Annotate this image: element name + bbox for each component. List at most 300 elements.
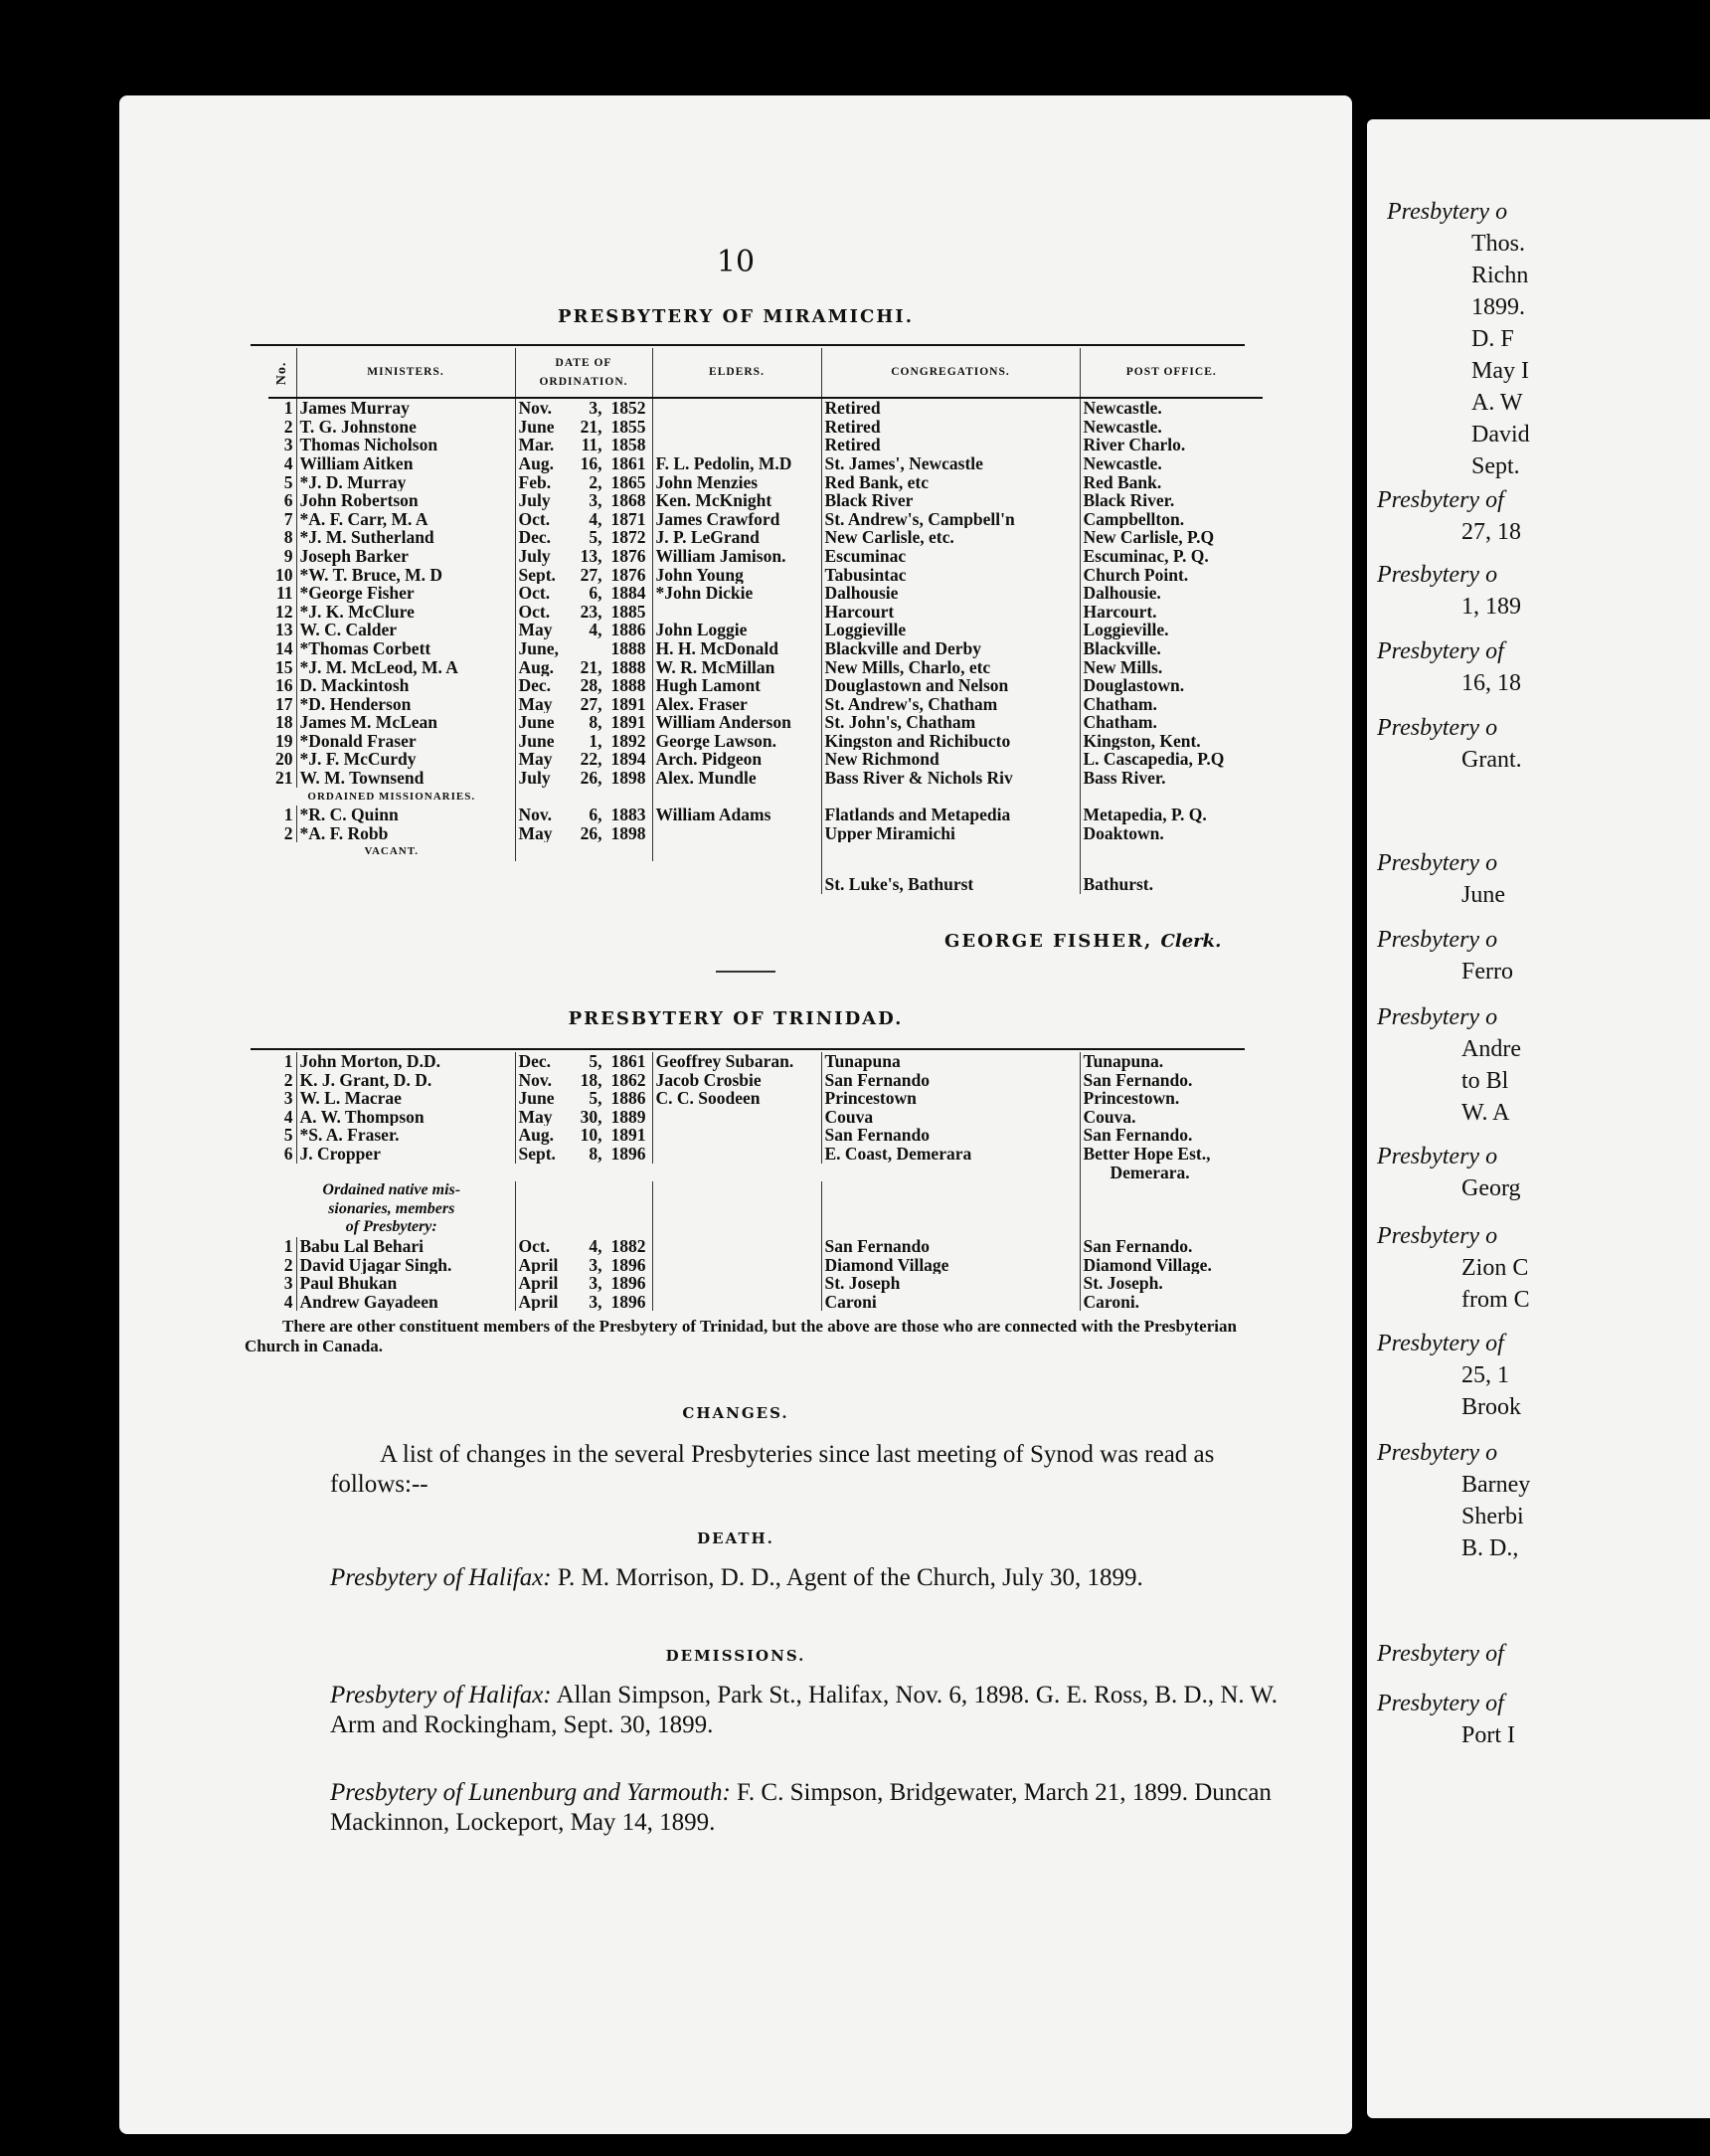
- demission-2-presbytery: Presbytery of Lunenburg and Yarmouth:: [330, 1779, 731, 1806]
- row-number: 19: [275, 731, 293, 751]
- ordained-missionaries-label-row: [268, 788, 1263, 807]
- elder-name: James Crawford: [652, 510, 821, 529]
- table-row: [268, 1126, 1263, 1145]
- date-year: 1888: [610, 676, 646, 695]
- col-header-no: No.: [268, 348, 296, 398]
- post-office: Blackville.: [1080, 639, 1263, 658]
- elder-name: Alex. Fraser: [652, 695, 821, 714]
- ordination-date: [515, 1293, 652, 1312]
- minister-name: K. J. Grant, D. D.: [296, 1071, 515, 1090]
- date-month: Nov.: [518, 398, 553, 418]
- ordination-date: [515, 603, 652, 622]
- right-page-line: Grant.: [1461, 747, 1522, 773]
- ordination-date: [515, 491, 652, 510]
- congregation: Retired: [821, 398, 1080, 418]
- date-month: Oct.: [518, 584, 551, 603]
- date-year: 1861: [610, 1052, 646, 1071]
- ordination-date: [515, 750, 652, 769]
- post-office: River Charlo.: [1080, 436, 1263, 454]
- elder-name: W. R. McMillan: [652, 658, 821, 677]
- post-office: Black River.: [1080, 491, 1263, 510]
- row-number: 2: [283, 1255, 293, 1275]
- row-number: 1: [283, 1236, 293, 1256]
- elder-name: *John Dickie: [652, 584, 821, 603]
- post-office: San Fernando.: [1080, 1071, 1263, 1090]
- date-year: 1861: [610, 453, 646, 473]
- right-page-line: 1, 189: [1461, 594, 1521, 620]
- blank-cell: [515, 842, 652, 861]
- date-year: 1891: [610, 1126, 646, 1145]
- post-office: San Fernando.: [1080, 1126, 1263, 1145]
- congregation: St. Andrew's, Chatham: [821, 695, 1080, 714]
- table-row: [268, 1145, 1263, 1164]
- right-page-line: 1899.: [1471, 294, 1525, 320]
- elder-name: Alex. Mundle: [652, 769, 821, 788]
- congregation: New Mills, Charlo, etc: [821, 658, 1080, 677]
- col-header-post-office: POST OFFICE.: [1125, 366, 1217, 379]
- right-page-line: Richn: [1471, 263, 1529, 288]
- date-day: 3,: [589, 1274, 602, 1293]
- row-number: 6: [283, 491, 293, 510]
- date-day: 27,: [580, 694, 602, 714]
- elder-name: [652, 824, 821, 843]
- post-office: Douglastown.: [1080, 676, 1263, 695]
- col-header-elders: ELDERS.: [652, 348, 821, 398]
- minister-name: Babu Lal Behari: [296, 1237, 515, 1256]
- minister-name: *W. T. Bruce, M. D: [296, 566, 515, 585]
- date-day: 3,: [589, 491, 602, 510]
- right-page-line: to Bl: [1461, 1068, 1509, 1094]
- row-number: 12: [275, 602, 293, 622]
- date-day: 6,: [589, 806, 602, 824]
- post-office: St. Joseph.: [1080, 1274, 1263, 1293]
- right-page-line: June: [1461, 882, 1505, 908]
- elder-name: John Young: [652, 566, 821, 585]
- ordination-date: [515, 398, 652, 418]
- table-row: [268, 1052, 1263, 1071]
- ordination-date: [515, 1256, 652, 1275]
- ordination-date: [515, 510, 652, 529]
- right-page-line: Ferro: [1461, 959, 1513, 985]
- ordination-date: [515, 473, 652, 492]
- minister-name: W. L. Macrae: [296, 1089, 515, 1108]
- native-missionaries-label-row: [268, 1218, 1263, 1237]
- congregation: San Fernando: [821, 1071, 1080, 1090]
- row-number: 20: [275, 750, 293, 770]
- congregation: Retired: [821, 436, 1080, 454]
- ordained-missionaries-label: ORDAINED MISSIONARIES.: [307, 790, 476, 803]
- date-day: 28,: [580, 676, 602, 695]
- date-year: 1896: [610, 1274, 646, 1293]
- date-month: April: [518, 1292, 559, 1312]
- ordination-date: [515, 824, 652, 843]
- elder-name: Geoffrey Subaran.: [652, 1052, 821, 1071]
- congregation: San Fernando: [821, 1126, 1080, 1145]
- date-year: 1891: [610, 713, 646, 732]
- congregation: New Carlisle, etc.: [821, 528, 1080, 547]
- changes-intro: A list of changes in the several Presbyteries since last meeting of Synod was read as follows:--: [330, 1441, 1215, 1498]
- row-number: 9: [283, 546, 293, 566]
- row-number: 15: [275, 657, 293, 677]
- native-missionaries-label-row: [268, 1200, 1263, 1219]
- table-row: [268, 861, 1263, 894]
- elder-name: Jacob Crosbie: [652, 1071, 821, 1090]
- post-office: Escuminac, P. Q.: [1080, 547, 1263, 566]
- blank-cell: [515, 1218, 652, 1237]
- date-month: Aug.: [518, 453, 554, 473]
- row-number: 5: [283, 1126, 293, 1145]
- date-year: 1888: [610, 657, 646, 677]
- minister-name: W. M. Townsend: [296, 769, 515, 788]
- congregation: San Fernando: [821, 1237, 1080, 1256]
- right-page-line: Presbytery of: [1377, 1641, 1504, 1667]
- right-page-line: Presbytery o: [1377, 1144, 1498, 1169]
- date-month: Mar.: [518, 436, 555, 454]
- congregation: Black River: [821, 491, 1080, 510]
- table-row: [268, 1071, 1263, 1090]
- date-day: 21,: [580, 657, 602, 677]
- post-office: Dalhousie.: [1080, 584, 1263, 603]
- post-office: L. Cascapedia, P.Q: [1080, 750, 1263, 769]
- date-month: June,: [518, 638, 559, 658]
- blank-cell: [268, 1164, 1080, 1182]
- congregation: Blackville and Derby: [821, 639, 1080, 658]
- table-row: [268, 547, 1263, 566]
- minister-name: *Thomas Corbett: [296, 639, 515, 658]
- right-page: [1367, 119, 1710, 2118]
- elder-name: Hugh Lamont: [652, 676, 821, 695]
- miramichi-heading: PRESBYTERY OF MIRAMICHI.: [558, 306, 914, 327]
- date-year: 1876: [610, 565, 646, 585]
- table-row: [268, 769, 1263, 788]
- congregation: Red Bank, etc: [821, 473, 1080, 492]
- date-month: July: [518, 491, 551, 510]
- row-number: 3: [283, 1089, 293, 1108]
- date-day: 26,: [580, 769, 602, 788]
- ordination-date: [515, 584, 652, 603]
- elder-name: [652, 1274, 821, 1293]
- minister-name: *D. Henderson: [296, 695, 515, 714]
- date-day: 4,: [589, 1236, 602, 1256]
- right-page-line: Presbytery of: [1377, 638, 1504, 664]
- right-page-line: from C: [1461, 1287, 1530, 1313]
- date-month: May: [518, 823, 553, 843]
- ordination-date: [515, 769, 652, 788]
- post-office: Loggieville.: [1080, 621, 1263, 639]
- date-year: 1898: [610, 823, 646, 843]
- table-row: [268, 658, 1263, 677]
- minister-name: *Donald Fraser: [296, 732, 515, 751]
- miramichi-table: [268, 348, 1263, 894]
- ordination-date: [515, 1126, 652, 1145]
- right-page-line: Presbytery o: [1377, 1004, 1498, 1030]
- row-number: 7: [283, 509, 293, 529]
- right-page-line: Port I: [1461, 1722, 1515, 1748]
- table-row: [268, 584, 1263, 603]
- congregation: Harcourt: [821, 603, 1080, 622]
- blank-cell: [515, 1200, 652, 1219]
- elder-name: John Loggie: [652, 621, 821, 639]
- date-month: June: [518, 731, 555, 751]
- ordination-date: [515, 528, 652, 547]
- post-office: Chatham.: [1080, 713, 1263, 732]
- date-year: 1896: [610, 1255, 646, 1275]
- minister-name: *J. M. Sutherland: [296, 528, 515, 547]
- post-office: Bathurst.: [1080, 861, 1263, 894]
- right-page-line: Andre: [1461, 1036, 1521, 1062]
- elder-name: John Menzies: [652, 473, 821, 492]
- ordination-date: [515, 621, 652, 639]
- date-month: April: [518, 1255, 559, 1275]
- right-page-line: Presbytery o: [1377, 927, 1498, 953]
- table-row: [268, 732, 1263, 751]
- date-day: 22,: [580, 750, 602, 770]
- date-year: 1868: [610, 491, 646, 510]
- row-number: 17: [275, 694, 293, 714]
- date-day: 4,: [589, 509, 602, 529]
- elder-name: [652, 1237, 821, 1256]
- native-missionaries-label: sionaries, members: [328, 1199, 455, 1217]
- minister-name: David Ujagar Singh.: [296, 1256, 515, 1275]
- date-day: 1,: [589, 731, 602, 751]
- right-page-line: Presbytery of: [1377, 487, 1504, 513]
- date-day: 5,: [589, 1052, 602, 1071]
- post-office: Princestown.: [1080, 1089, 1263, 1108]
- date-year: 1882: [610, 1236, 646, 1256]
- post-office: Metapedia, P. Q.: [1080, 806, 1263, 824]
- ordination-date: [515, 639, 652, 658]
- date-month: Feb.: [518, 472, 552, 492]
- elder-name: C. C. Soodeen: [652, 1089, 821, 1108]
- right-page-line: Thos.: [1471, 231, 1525, 257]
- date-month: July: [518, 546, 551, 566]
- death-text: P. M. Morrison, D. D., Agent of the Church, July 30, 1899.: [557, 1564, 1143, 1591]
- table-row: [268, 418, 1263, 437]
- table-row: [268, 621, 1263, 639]
- minister-name: William Aitken: [296, 454, 515, 473]
- minister-name: D. Mackintosh: [296, 676, 515, 695]
- post-office: Better Hope Est.,: [1080, 1145, 1263, 1164]
- row-number: 10: [275, 565, 293, 585]
- right-page-line: Brook: [1461, 1394, 1521, 1420]
- blank-cell: [1080, 1181, 1263, 1200]
- right-page-line: Presbytery o: [1387, 199, 1508, 225]
- date-day: 3,: [589, 1292, 602, 1312]
- native-missionaries-label: of Presbytery:: [345, 1218, 437, 1236]
- post-office: Couva.: [1080, 1108, 1263, 1127]
- date-day: 6,: [589, 584, 602, 603]
- row-number: 3: [283, 436, 293, 454]
- blank-cell: [652, 1200, 821, 1219]
- elder-name: [652, 1126, 821, 1145]
- blank-cell: [268, 861, 821, 894]
- table-row: [268, 639, 1263, 658]
- vacant-label: VACANT.: [364, 845, 420, 858]
- elder-name: [652, 1145, 821, 1164]
- date-day: 23,: [580, 602, 602, 622]
- right-page-line: 16, 18: [1461, 670, 1521, 696]
- demissions-heading: DEMISSIONS.: [665, 1647, 806, 1665]
- trinidad-note: There are other constituent members of the Presbytery of Trinidad, but the above are those who are connected with the Presbyterian Church in Canada.: [245, 1317, 1237, 1355]
- row-number: 5: [283, 472, 293, 492]
- clerk-name: GEORGE FISHER,: [944, 931, 1153, 952]
- date-year: 1852: [610, 398, 646, 418]
- date-year: 1876: [610, 546, 646, 566]
- blank-cell: [821, 1181, 1080, 1200]
- blank-cell: [821, 1200, 1080, 1219]
- elder-name: [652, 1293, 821, 1312]
- row-number: 3: [283, 1274, 293, 1293]
- row-number: 2: [283, 417, 293, 437]
- blank-cell: [821, 1218, 1080, 1237]
- minister-name: Thomas Nicholson: [296, 436, 515, 454]
- right-page-line: Zion C: [1461, 1255, 1529, 1281]
- date-month: May: [518, 694, 553, 714]
- table-row: [268, 491, 1263, 510]
- row-number: 2: [283, 1070, 293, 1090]
- date-year: 1894: [610, 750, 646, 770]
- left-page: [119, 95, 1352, 2134]
- post-office: Campbellton.: [1080, 510, 1263, 529]
- date-day: 3,: [589, 398, 602, 418]
- congregation: Loggieville: [821, 621, 1080, 639]
- blank-cell: [1080, 1218, 1263, 1237]
- blank-cell: [821, 842, 1080, 861]
- table-row: [268, 510, 1263, 529]
- demission-2-text: F. C. Simpson, Bridgewater, March 21, 1899. Duncan Mackinnon, Lockeport, May 14, 1899.: [330, 1779, 1272, 1836]
- right-page-line: Sherbi: [1461, 1504, 1524, 1529]
- elder-name: [652, 1108, 821, 1127]
- minister-name: James Murray: [296, 398, 515, 418]
- minister-name: James M. McLean: [296, 713, 515, 732]
- elder-name: F. L. Pedolin, M.D: [652, 454, 821, 473]
- congregation: Dalhousie: [821, 584, 1080, 603]
- date-year: 1896: [610, 1292, 646, 1312]
- table-row: [268, 806, 1263, 824]
- elder-name: Ken. McKnight: [652, 491, 821, 510]
- minister-name: J. Cropper: [296, 1145, 515, 1164]
- ordination-date: [515, 1274, 652, 1293]
- right-page-line: Presbytery o: [1377, 1440, 1498, 1466]
- minister-name: Paul Bhukan: [296, 1274, 515, 1293]
- table-row: [268, 1237, 1263, 1256]
- date-day: 26,: [580, 823, 602, 843]
- blank-cell: [515, 788, 652, 807]
- post-office: Kingston, Kent.: [1080, 732, 1263, 751]
- date-day: 2,: [589, 472, 602, 492]
- right-page-line: B. D.,: [1461, 1535, 1519, 1561]
- date-year: 1889: [610, 1107, 646, 1127]
- post-office: Harcourt.: [1080, 603, 1263, 622]
- right-page-line: Sept.: [1471, 453, 1520, 479]
- minister-name: *A. F. Carr, M. A: [296, 510, 515, 529]
- right-page-line: Presbytery o: [1377, 1223, 1498, 1249]
- row-number: 1: [283, 806, 293, 824]
- clerk-signature: [944, 931, 1221, 952]
- table-row: [268, 1256, 1263, 1275]
- minister-name: *A. F. Robb: [296, 824, 515, 843]
- date-day: 11,: [581, 436, 602, 454]
- date-month: May: [518, 750, 553, 770]
- table-top-rule: [251, 344, 1245, 346]
- congregation: Caroni: [821, 1293, 1080, 1312]
- post-office: Tunapuna.: [1080, 1052, 1263, 1071]
- congregation: Escuminac: [821, 547, 1080, 566]
- date-day: 27,: [580, 565, 602, 585]
- col-header-date: DATE OF ORDINATION.: [515, 348, 652, 398]
- row-number: 16: [275, 676, 293, 695]
- date-day: 8,: [589, 713, 602, 732]
- congregation: Douglastown and Nelson: [821, 676, 1080, 695]
- post-office: Church Point.: [1080, 566, 1263, 585]
- date-day: 5,: [589, 1089, 602, 1108]
- table-row: [268, 603, 1263, 622]
- date-month: July: [518, 769, 551, 788]
- post-office: Caroni.: [1080, 1293, 1263, 1312]
- changes-heading: CHANGES.: [682, 1404, 789, 1422]
- date-month: May: [518, 1107, 553, 1127]
- congregation: Bass River & Nichols Riv: [821, 769, 1080, 788]
- row-number: 13: [275, 621, 293, 639]
- post-office: Red Bank.: [1080, 473, 1263, 492]
- congregation: Flatlands and Metapedia: [821, 806, 1080, 824]
- elder-name: [652, 418, 821, 437]
- right-page-line: Georg: [1461, 1175, 1521, 1201]
- ordination-date: [515, 436, 652, 454]
- table-row: [268, 824, 1263, 843]
- ordination-date: [515, 1071, 652, 1090]
- minister-name: A. W. Thompson: [296, 1108, 515, 1127]
- blank-cell: [1080, 842, 1263, 861]
- elder-name: H. H. McDonald: [652, 639, 821, 658]
- elder-name: [652, 398, 821, 418]
- minister-name: Joseph Barker: [296, 547, 515, 566]
- row-number: 14: [275, 638, 293, 658]
- native-missionaries-label: Ordained native mis-: [322, 1181, 461, 1199]
- right-page-line: Presbytery of: [1377, 1691, 1504, 1716]
- ordination-date: [515, 806, 652, 824]
- minister-name: *George Fisher: [296, 584, 515, 603]
- minister-name: John Robertson: [296, 491, 515, 510]
- date-month: Oct.: [518, 509, 551, 529]
- minister-name: Andrew Gayadeen: [296, 1293, 515, 1312]
- date-year: 1888: [610, 638, 646, 658]
- congregation: St. Luke's, Bathurst: [821, 861, 1080, 894]
- date-year: 1883: [610, 806, 646, 824]
- congregation: Kingston and Richibucto: [821, 732, 1080, 751]
- trinidad-top-rule: [251, 1048, 1245, 1050]
- ordination-date: [515, 418, 652, 437]
- ordination-date: [515, 732, 652, 751]
- row-number: 1: [283, 398, 293, 418]
- col-header-ministers: MINISTERS.: [296, 348, 515, 398]
- right-page-line: W. A: [1461, 1100, 1510, 1126]
- right-page-line: A. W: [1471, 390, 1523, 416]
- right-page-line: Presbytery o: [1377, 850, 1498, 876]
- native-missionaries-label-row: [268, 1181, 1263, 1200]
- col-header-congregations: CONGREGATIONS.: [821, 348, 1080, 398]
- blank-cell: [652, 1218, 821, 1237]
- date-year: 1896: [610, 1144, 646, 1164]
- trinidad-heading: PRESBYTERY OF TRINIDAD.: [568, 1008, 904, 1029]
- row-number: 1: [283, 1052, 293, 1071]
- date-day: 8,: [589, 1144, 602, 1164]
- ordination-date: [515, 454, 652, 473]
- date-month: Aug.: [518, 1126, 554, 1145]
- elder-name: J. P. LeGrand: [652, 528, 821, 547]
- right-page-line: Presbytery of: [1377, 1331, 1504, 1356]
- date-month: Sept.: [518, 565, 556, 585]
